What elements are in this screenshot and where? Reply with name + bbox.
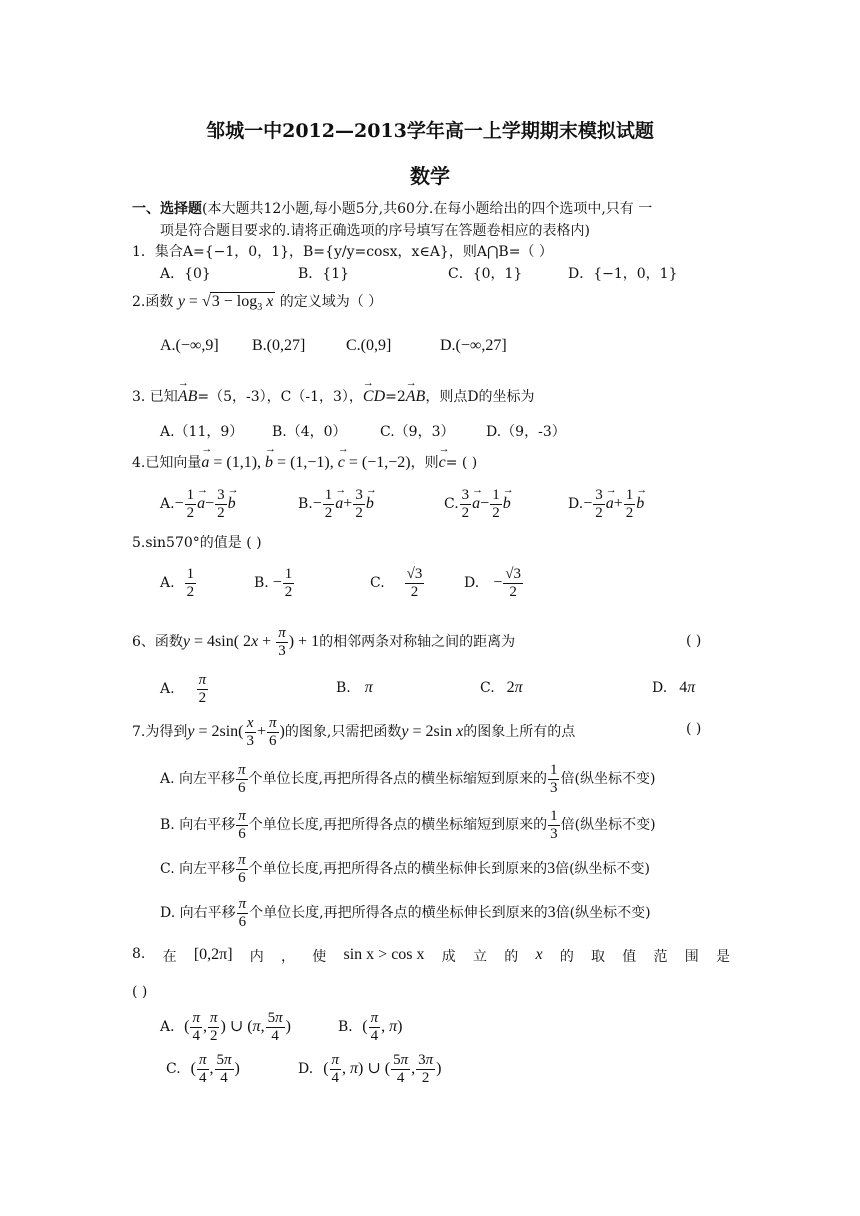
q7-c-t3: 倍(纵坐标不变) bbox=[555, 861, 651, 877]
q8-b-letter: B． bbox=[338, 1019, 363, 1035]
q7-suffix: 的图象上所有的点 bbox=[463, 724, 576, 740]
q6-a-letter: A. bbox=[160, 681, 175, 697]
q8-w12: 取 bbox=[591, 949, 606, 965]
q4-a-letter: A. bbox=[160, 496, 175, 512]
q5-a-letter: A. bbox=[160, 575, 175, 591]
q2-radicand: $3 - \log_3 x$ bbox=[211, 293, 274, 314]
q8-w11: 的 bbox=[559, 949, 574, 965]
q8-a-letter: A． bbox=[160, 1019, 185, 1035]
q2-suffix: 的定义域为（ ） bbox=[279, 294, 383, 310]
q4-option-d: D.− $\frac{3}{2}$ → a+ $\frac{1}{2}$ → b bbox=[568, 487, 644, 521]
section-heading bbox=[132, 198, 652, 218]
q8-w4: ， bbox=[281, 949, 296, 965]
question-6-stem: 6、函数y = 4sin( 2x + $\frac{\pi}{3}$ ) + 1的相邻两条对称轴之间的距离为 bbox=[132, 625, 516, 659]
q8-answer-paren: ( ) bbox=[132, 984, 148, 1000]
question-4-stem: 4.已知向量→ a = (1,1), → b = (1,−1), → c = (−1,−2)，则→ c= ( ) bbox=[132, 452, 477, 472]
q3-suffix: ，则点D的坐标为 bbox=[425, 389, 535, 405]
q8-option-d: D. ( $\frac{\pi}{4}$ , π) ∪ ( $\frac{5\pi}{4}$ , $\frac{3\pi}{2}$ ) bbox=[298, 1052, 442, 1086]
q7-d-t1: 向右平移 bbox=[179, 905, 236, 921]
q8-w6: sin x > cos x bbox=[343, 946, 425, 963]
q2-formula: y bbox=[177, 293, 185, 310]
q6-option-a: A. $\frac{\pi}{2}$ bbox=[160, 672, 207, 706]
q3-mid2: =2 bbox=[385, 389, 406, 405]
q7-option-a: A. 向左平移 $\frac{\pi}{6}$ 个单位长度,再把所得各点的横坐标缩短到原来的 $\frac{1}{3}$ 倍(纵坐标不变) bbox=[160, 762, 656, 796]
q2-option-b: B.(0,27] bbox=[252, 337, 306, 354]
q7-a-t2: 个单位长度,再把所得各点的横坐标缩短到原来的 bbox=[248, 771, 547, 787]
question-2-stem: 2.函数 $y = √3 - \log_3 x$ 的定义域为（ ） bbox=[132, 293, 383, 314]
q4-option-a: A.− $\frac{1}{2}$ → a− $\frac{3}{2}$ → b bbox=[160, 487, 236, 521]
q5-option-b: B. − $\frac{1}{2}$ bbox=[254, 566, 293, 600]
q8-option-c: C. ( $\frac{\pi}{4}$ , $\frac{5\pi}{4}$ ) bbox=[166, 1052, 240, 1086]
q4-vectors: → a = (1,1), → b = (1,−1), → c = (−1,−2) bbox=[201, 454, 410, 471]
q8-w16: 是 bbox=[715, 949, 730, 965]
q7-a-letter: A. bbox=[160, 771, 175, 787]
q5-c-letter: C. bbox=[370, 575, 385, 591]
q8-w10: x bbox=[535, 946, 543, 963]
q8-w3: 内 bbox=[249, 949, 264, 965]
section-label: 一、选择题 bbox=[132, 201, 202, 217]
q6-answer-paren: ( ) bbox=[686, 633, 702, 649]
vector-ab-2: → AB bbox=[406, 388, 426, 406]
q2-prefix: 2.函数 bbox=[132, 294, 174, 310]
q6-b-letter: B. bbox=[336, 680, 351, 696]
q8-w14: 范 bbox=[653, 949, 668, 965]
q6-suffix: 的相邻两条对称轴之间的距离为 bbox=[319, 634, 516, 650]
question-3-stem bbox=[132, 386, 535, 406]
q8-w7: 成 bbox=[441, 949, 456, 965]
q2-option-d: D.(−∞,27] bbox=[440, 337, 507, 354]
q7-b-t3: 倍(纵坐标不变) bbox=[560, 817, 656, 833]
question-5-stem: 5.sin570°的值是 ( ) bbox=[132, 535, 262, 551]
q7-c-t2: 个单位长度,再把所得各点的横坐标伸长到原来的 bbox=[248, 861, 548, 877]
q2-option-a: A.(−∞,9] bbox=[160, 337, 219, 354]
q7-b-t1: 向右平移 bbox=[179, 817, 236, 833]
q7-option-b: B. 向右平移 $\frac{\pi}{6}$ 个单位长度,再把所得各点的横坐标缩短到原来的 $\frac{1}{3}$ 倍(纵坐标不变) bbox=[160, 808, 656, 842]
q4-c-letter: C. bbox=[444, 496, 459, 512]
section-desc-1: (本大题共12小题,每小题5分,共60分.在每小题给出的四个选项中,只有 一 bbox=[202, 201, 653, 217]
q7-d-t2: 个单位长度,再把所得各点的横坐标伸长到原来的 bbox=[249, 905, 548, 921]
page-title: 邹城一中2012—2013学年高一上学期期末模拟试题 bbox=[206, 120, 654, 142]
q2-option-c: C.(0,9] bbox=[346, 337, 392, 354]
q8-d-letter: D. bbox=[298, 1061, 314, 1077]
q1-option-b: B．{1} bbox=[298, 266, 350, 282]
q7-c-t1: 向左平移 bbox=[179, 861, 236, 877]
q1-option-d: D．{−1，0，1} bbox=[568, 266, 678, 282]
vector-ab: → AB bbox=[178, 388, 198, 406]
vector-cd: → CD bbox=[363, 388, 385, 406]
q8-w0: 8. bbox=[132, 946, 146, 962]
q8-w2: [0,2π] bbox=[193, 946, 233, 963]
q7-b-letter: B. bbox=[160, 817, 175, 833]
q7-a-t3: 倍(纵坐标不变) bbox=[560, 771, 656, 787]
q7-answer-paren: ( ) bbox=[686, 721, 702, 737]
q7-b-t2: 个单位长度,再把所得各点的横坐标缩短到原来的 bbox=[248, 817, 548, 833]
q1-option-c: C．{0，1} bbox=[448, 266, 523, 282]
q8-w15: 围 bbox=[684, 949, 699, 965]
q5-d-letter: D. bbox=[464, 575, 480, 591]
q6-d-letter: D. bbox=[652, 680, 668, 696]
q4-option-c: C. $\frac{3}{2}$ → a− $\frac{1}{2}$ → b bbox=[444, 487, 511, 521]
q7-option-d: D. 向右平移 $\frac{\pi}{6}$ 个单位长度,再把所得各点的横坐标伸长到原来的3倍(纵坐标不变) bbox=[160, 896, 651, 930]
q7-prefix: 7.为得到 bbox=[132, 724, 188, 740]
q4-suffix: = ( ) bbox=[445, 455, 478, 471]
q8-option-b: B．( $\frac{\pi}{4}$ , π) bbox=[338, 1010, 403, 1044]
q7-d-letter: D. bbox=[160, 905, 176, 921]
q6-option-c: C. 2π bbox=[480, 679, 523, 696]
q5-option-c: C. $\frac{√3}{2}$ bbox=[370, 566, 423, 600]
q6-formula: y = 4sin( 2x + bbox=[182, 633, 276, 650]
subject-title: 数学 bbox=[410, 164, 450, 188]
q8-w9: 的 bbox=[504, 949, 519, 965]
q7-c-letter: C. bbox=[160, 861, 175, 877]
q6-c-letter: C. bbox=[480, 680, 495, 696]
q3-option-d: D.（9，-3） bbox=[486, 424, 566, 440]
q4-mid: ，则 bbox=[410, 455, 439, 471]
q6-option-d: D. 4π bbox=[652, 679, 696, 696]
q3-option-b: B.（4，0） bbox=[272, 424, 347, 440]
q8-w8: 立 bbox=[473, 949, 487, 965]
q4-d-letter: D. bbox=[568, 496, 584, 512]
q5-option-d: D. − $\frac{√3}{2}$ bbox=[464, 566, 521, 600]
question-7-stem: 7.为得到y = 2sin( $\frac{x}{3}$ + $\frac{\pi}{6}$ )的图象,只需把函数y = 2sin x的图象上所有的点 bbox=[132, 715, 576, 749]
q6-option-b: B. π bbox=[336, 679, 373, 696]
q6-prefix: 6、函数 bbox=[132, 634, 183, 650]
q7-a-t1: 向左平移 bbox=[179, 771, 236, 787]
q7-d-t3: 倍(纵坐标不变) bbox=[555, 905, 651, 921]
q7-mid: 的图象,只需把函数 bbox=[284, 724, 402, 740]
q5-option-a: A. $\frac{1}{2}$ bbox=[160, 566, 195, 600]
question-8-stem bbox=[132, 946, 730, 966]
q8-c-letter: C. bbox=[166, 1061, 181, 1077]
q3-option-a: A.（11，9） bbox=[160, 424, 244, 440]
question-1-stem: 1．集合A={−1，0，1}，B={y/y=cosx，x∈A}，则A⋂B=（ ） bbox=[132, 244, 553, 260]
q3-option-c: C.（9，3） bbox=[380, 424, 455, 440]
q5-b-letter: B. bbox=[254, 575, 269, 591]
section-desc-2: 项是符合题目要求的.请将正确选项的序号填写在答题卷相应的表格内) bbox=[160, 223, 590, 239]
q4-prefix: 4.已知向量 bbox=[132, 455, 202, 471]
q3-mid1: =（5，-3），C（-1，3）， bbox=[197, 389, 363, 405]
q3-prefix: 3. 已知 bbox=[132, 389, 178, 405]
q8-w5: 使 bbox=[312, 949, 327, 965]
q7-option-c: C. 向左平移 $\frac{\pi}{6}$ 个单位长度,再把所得各点的横坐标伸长到原来的3倍(纵坐标不变) bbox=[160, 852, 651, 886]
q1-option-a: A．{0} bbox=[160, 266, 211, 282]
q8-w13: 值 bbox=[622, 949, 637, 965]
q4-b-letter: B. bbox=[298, 496, 313, 512]
q4-option-b: B.− $\frac{1}{2}$ → a+ $\frac{3}{2}$ → b bbox=[298, 487, 374, 521]
q8-option-a: A．( $\frac{\pi}{4}$ , $\frac{\pi}{2}$ ) ∪ (π, $\frac{5\pi}{4}$ ) bbox=[160, 1010, 291, 1044]
q8-w1: 在 bbox=[162, 949, 177, 965]
